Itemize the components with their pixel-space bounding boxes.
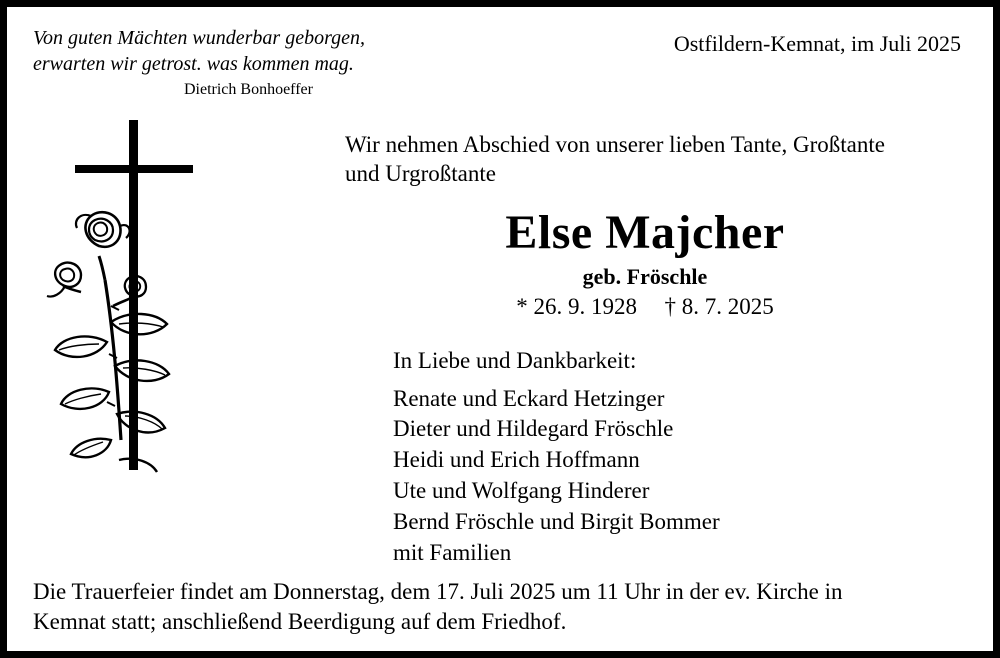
list-item: Dieter und Hildegard Fröschle (393, 416, 674, 442)
list-item: Heidi und Erich Hoffmann (393, 447, 640, 473)
dedication-line: In Liebe und Dankbarkeit: (393, 347, 637, 373)
lead-text (323, 130, 967, 189)
cross-with-rose-icon (33, 110, 323, 510)
verse-author: Dietrich Bonhoeffer (183, 80, 313, 98)
notice-body (33, 110, 967, 569)
lead-line-2: und Urgroßtante (345, 161, 496, 187)
maiden-name: geb. Fröschle (582, 263, 708, 289)
list-item: Ute und Wolfgang Hinderer (393, 478, 650, 503)
funeral-details-line-2: Kemnat statt; anschließend Beerdigung auf dem Friedhof. (33, 609, 567, 635)
funeral-details-line-1: Die Trauerfeier findet am Donnerstag, dem 17. Juli 2025 um 11 Uhr in der ev. Kirche in (33, 579, 843, 605)
notice-main-text (323, 110, 967, 569)
birth-date: * 26. 9. 1928 (516, 293, 637, 319)
life-dates (323, 294, 967, 320)
lead-line-1: Wir nehmen Abschied von unserer lieben Tante, Großtante (345, 131, 885, 157)
funeral-details (33, 577, 967, 637)
list-item: mit Familien (393, 539, 512, 565)
place-and-date: Ostfildern-Kemnat, im Juli 2025 (673, 31, 961, 56)
verse-line-2: erwarten wir getrost. was kommen mag. (33, 53, 354, 76)
verse-block (33, 25, 365, 100)
deceased-name: Else Majcher (505, 205, 785, 259)
survivors-list (323, 384, 967, 569)
death-date: † 8. 7. 2025 (664, 293, 774, 319)
notice-header (33, 25, 967, 100)
list-item: Renate und Eckard Hetzinger (393, 385, 665, 411)
list-item: Bernd Fröschle und Birgit Bommer (393, 508, 720, 534)
verse-line-1: Von guten Mächten wunderbar geborgen, (33, 27, 365, 49)
